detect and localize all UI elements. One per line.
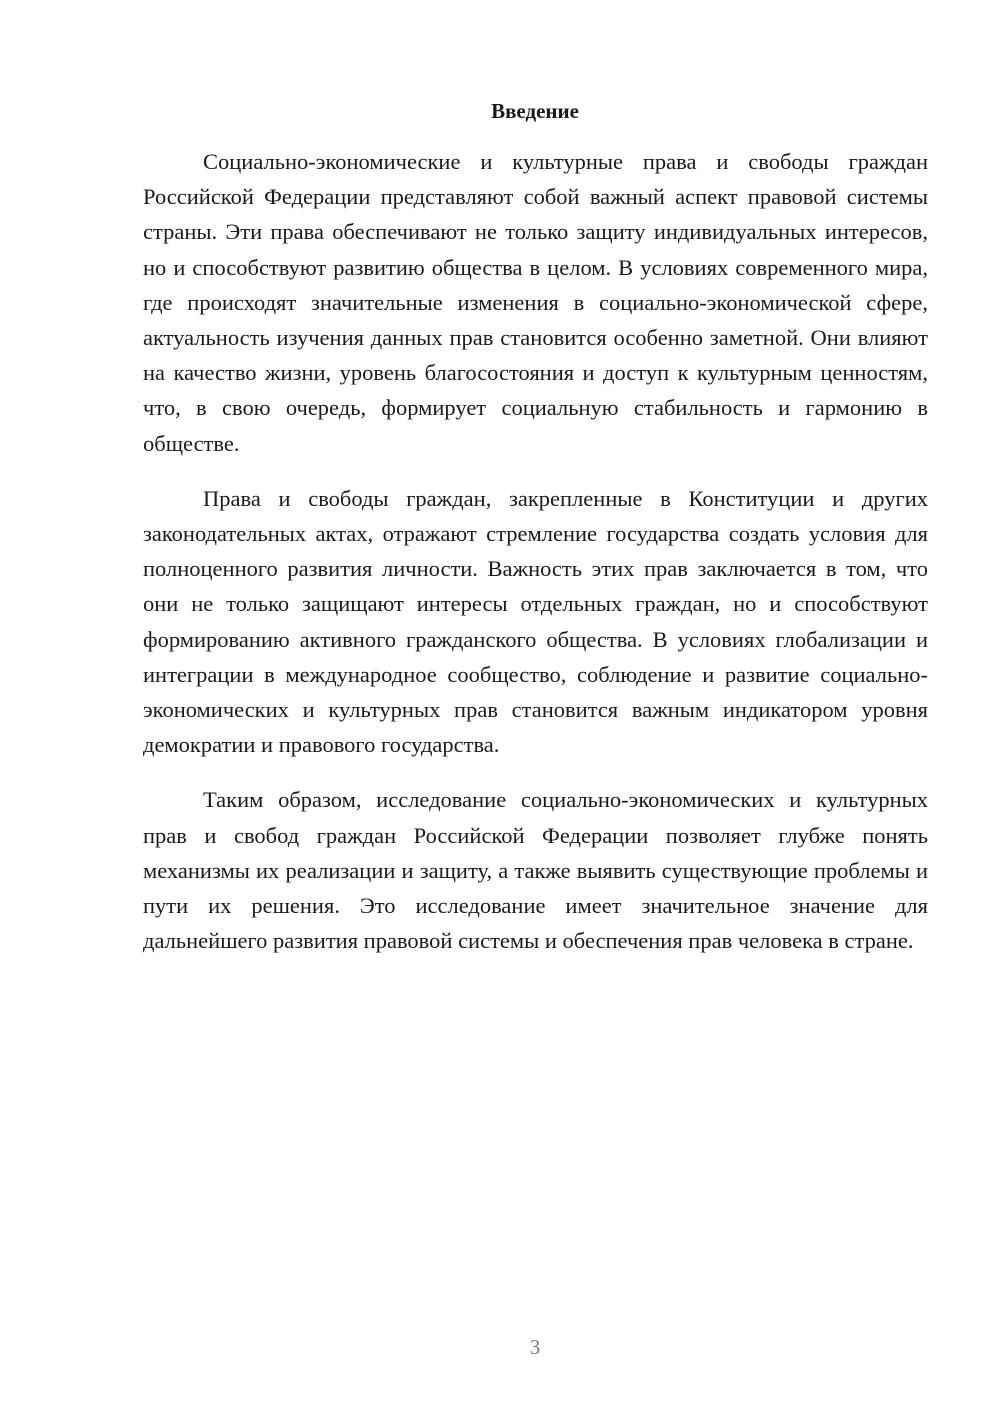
paragraph-1: Социально-экономические и культурные права и свободы граждан Российской Федерации представляют собой важный аспект правовой системы страны. Эти права обеспечивают не только защиту индивидуальных интересов, но и способствуют развитию общества в целом. В условиях современного мира, где происходят значительные изменения в социально-экономической сфере, актуальность изучения данных прав становится особенно заметной. Они влияют на качество жизни, уровень благосостояния и доступ к культурным ценностям, что, в свою очередь, формирует социальную стабильность и гармонию в обществе. (143, 149, 928, 456)
paragraph-2: Права и свободы граждан, закрепленные в Конституции и других законодательных актах, отражают стремление государства создать условия для полноценного развития личности. Важность этих прав заключается в том, что они не только защищают интересы отдельных граждан, но и способствуют формированию активного гражданского общества. В условиях глобализации и интеграции в международное сообщество, соблюдение и развитие социально-экономических и культурных прав становится важным индикатором уровня демократии и правового государства. (143, 485, 928, 758)
section-title: Введение (491, 99, 579, 123)
page-number: 3 (529, 1335, 541, 1359)
document-body (143, 144, 928, 958)
paragraph-3: Таким образом, исследование социально-экономических и культурных прав и свобод граждан Российской Федерации позволяет глубже понять механизмы их реализации и защиту, а также выявить существующие проблемы и пути их решения. Это исследование имеет значительное значение для дальнейшего развития правовой системы и обеспечения прав человека в стране. (143, 787, 928, 954)
